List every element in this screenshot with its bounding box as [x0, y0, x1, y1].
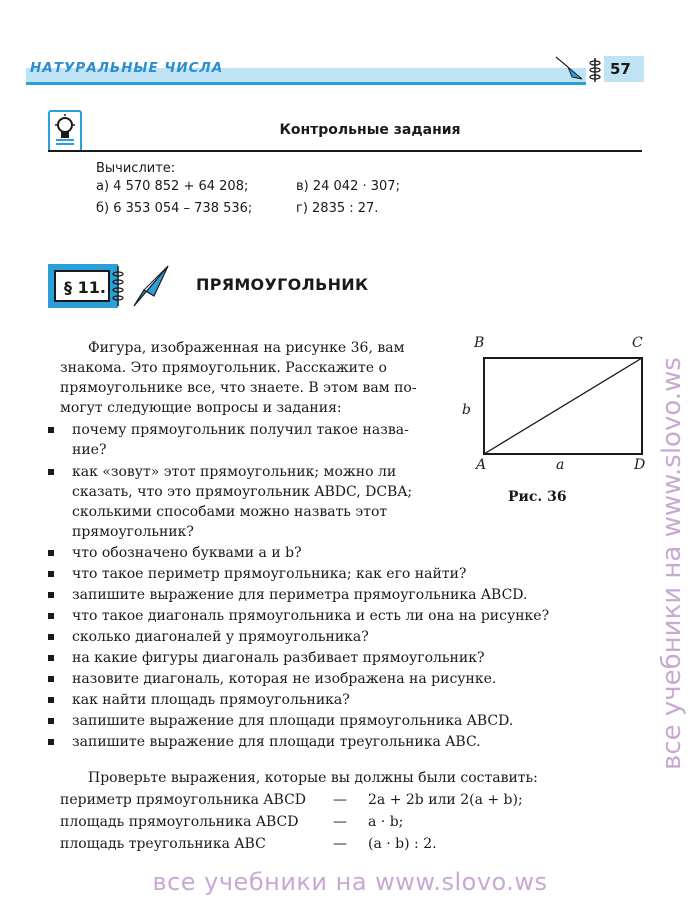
- task-d: г) 2835 : 27.: [296, 201, 379, 216]
- check-intro: Проверьте выражения, которые вы должны были составить:: [88, 770, 538, 786]
- section-title: ПРЯМОУГОЛЬНИК: [196, 275, 369, 294]
- list-item: что такое периметр прямоугольника; как его найти?: [48, 564, 466, 584]
- running-header: [26, 52, 634, 84]
- list-item: как найти площадь прямоугольника?: [48, 690, 350, 710]
- task-c: в) 24 042 · 307;: [296, 179, 400, 194]
- check-row-2-label: площадь прямоугольника ABCD: [60, 814, 299, 830]
- control-tasks-title: Контрольные задания: [279, 122, 461, 138]
- section-number: § 11.: [64, 278, 106, 297]
- bullet-icon: [48, 613, 54, 619]
- bullet-icon: [48, 697, 54, 703]
- spiral-binding-icon: [588, 58, 602, 82]
- list-item: назовите диагональ, которая не изображена на рисунке.: [48, 669, 496, 689]
- section-number-frame: [54, 270, 110, 302]
- bullet-icon: [48, 718, 54, 724]
- bullet-icon: [48, 634, 54, 640]
- vertex-d-label: D: [634, 457, 646, 473]
- page-number: 57: [610, 60, 631, 78]
- vertical-watermark-text: все учебники на www.slovo.ws: [657, 357, 687, 770]
- bullet-icon: [48, 655, 54, 661]
- check-row-3-label: площадь треугольника ABC: [60, 836, 266, 852]
- vertex-a-label: A: [476, 457, 487, 473]
- paper-plane-icon: [554, 53, 584, 83]
- list-item: запишите выражение для площади треугольника ABC.: [48, 732, 481, 752]
- figure-caption: Рис. 36: [508, 489, 567, 505]
- vertex-b-label: B: [474, 335, 485, 351]
- section-number-badge: [48, 264, 118, 308]
- check-row-3-dash: —: [333, 836, 347, 852]
- check-row-2-value: a · b;: [368, 814, 404, 830]
- bullet-icon: [48, 427, 54, 433]
- bullet-icon: [48, 550, 54, 556]
- bullet-icon: [48, 592, 54, 598]
- list-item: что такое диагональ прямоугольника и есть ли она на рисунке?: [48, 606, 549, 626]
- bottom-watermark: все учебники на www.slovo.ws: [152, 868, 548, 896]
- list-item: запишите выражение для площади прямоугольника ABCD.: [48, 711, 513, 731]
- header-rule: [26, 82, 586, 85]
- task-a: а) 4 570 852 + 64 208;: [96, 179, 249, 194]
- vertex-c-label: C: [632, 335, 643, 351]
- section-paper-plane-icon: [128, 262, 172, 310]
- chapter-title: НАТУРАЛЬНЫЕ ЧИСЛА: [30, 60, 224, 76]
- task-b: б) 6 353 054 – 738 536;: [96, 201, 253, 216]
- list-item: что обозначено буквами a и b?: [48, 543, 302, 563]
- bullet-icon: [48, 739, 54, 745]
- list-item: как «зовут» этот прямоугольник; можно ли сказать, что это прямоугольник ABDC, DCBA; сколькими способами можно назвать этот прямоугольник?: [48, 462, 448, 542]
- side-a-label: a: [556, 457, 565, 473]
- bullet-icon: [48, 571, 54, 577]
- bullet-icon: [48, 676, 54, 682]
- check-row-1-dash: —: [333, 792, 347, 808]
- check-row-3-value: (a · b) : 2.: [368, 836, 437, 852]
- list-item: почему прямоугольник получил такое назва- ние?: [48, 420, 448, 460]
- vertical-watermark: [650, 130, 690, 810]
- check-row-2-dash: —: [333, 814, 347, 830]
- list-item: на какие фигуры диагональ разбивает прямоугольник?: [48, 648, 484, 668]
- check-row-1-value: 2a + 2b или 2(a + b);: [368, 792, 523, 808]
- side-b-label: b: [462, 402, 471, 418]
- intro-line-4: могут следующие вопросы и задания:: [60, 400, 342, 416]
- diagonal-ac: [484, 358, 642, 454]
- control-tasks-prompt: Вычислите:: [96, 161, 176, 176]
- intro-line-3: прямоугольнике все, что знаете. В этом вам по-: [60, 380, 417, 396]
- list-item: запишите выражение для периметра прямоугольника ABCD.: [48, 585, 527, 605]
- bullet-icon: [48, 469, 54, 475]
- control-tasks-rule: [48, 150, 642, 152]
- section-spiral-icon: [112, 266, 124, 306]
- check-row-1-label: периметр прямоугольника ABCD: [60, 792, 307, 808]
- list-item: сколько диагоналей у прямоугольника?: [48, 627, 369, 647]
- intro-line-1: Фигура, изображенная на рисунке 36, вам: [88, 340, 405, 356]
- intro-line-2: знакома. Это прямоугольник. Расскажите о: [60, 360, 387, 376]
